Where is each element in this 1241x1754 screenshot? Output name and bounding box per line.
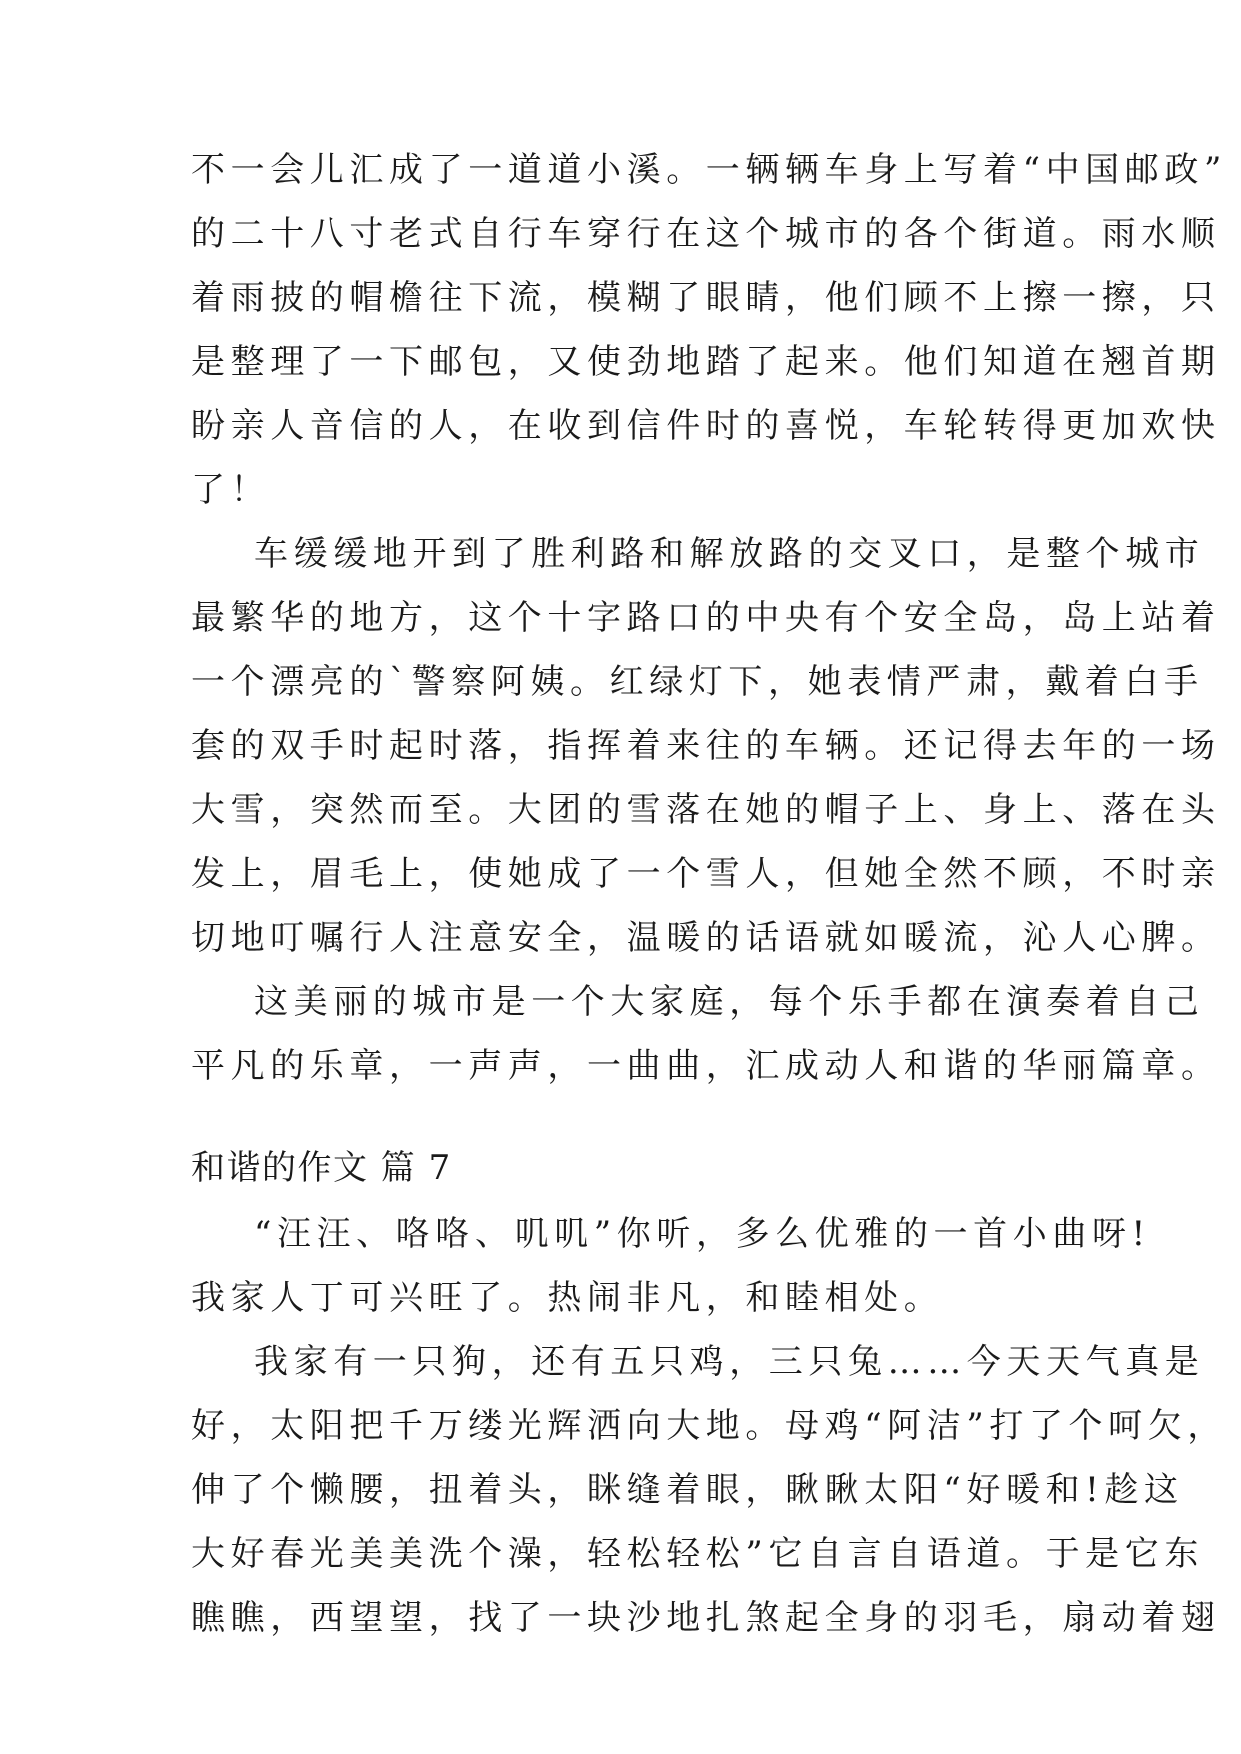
text-line: 大好春光美美洗个澡，轻松轻松”它自言自语道。于是它东 (191, 1534, 1204, 1574)
text-line: 我家有一只狗，还有五只鸡，三只兔……今天天气真是 (254, 1342, 1205, 1382)
section-heading: 和谐的作文 篇 7 (191, 1148, 452, 1188)
text-line: 不一会儿汇成了一道道小溪。一辆辆车身上写着“中国邮政” (191, 150, 1227, 190)
text-line: 平凡的乐章，一声声，一曲曲，汇成动人和谐的华丽篇章。 (191, 1046, 1221, 1086)
text-line: 了！ (191, 470, 271, 510)
text-line: 我家人丁可兴旺了。热闹非凡，和睦相处。 (191, 1278, 944, 1318)
text-line: 这美丽的城市是一个大家庭，每个乐手都在演奏着自己 (254, 982, 1205, 1022)
text-line: 是整理了一下邮包，又使劲地踏了起来。他们知道在翘首期 (191, 342, 1221, 382)
text-line: 最繁华的地方，这个十字路口的中央有个安全岛，岛上站着 (191, 598, 1221, 638)
text-line: 的二十八寸老式自行车穿行在这个城市的各个街道。雨水顺 (191, 214, 1221, 254)
text-line: 套的双手时起时落，指挥着来往的车辆。还记得去年的一场 (191, 726, 1221, 766)
text-line: 盼亲人音信的人，在收到信件时的喜悦，车轮转得更加欢快 (191, 406, 1221, 446)
text-line: 切地叮嘱行人注意安全，温暖的话语就如暖流，沁人心脾。 (191, 918, 1221, 958)
text-line: 瞧瞧，西望望，找了一块沙地扎煞起全身的羽毛，扇动着翅 (191, 1598, 1221, 1638)
text-line: 车缓缓地开到了胜利路和解放路的交叉口，是整个城市 (254, 534, 1205, 574)
text-line: 着雨披的帽檐往下流，模糊了眼睛，他们顾不上擦一擦，只 (191, 278, 1221, 318)
text-line: 大雪，突然而至。大团的雪落在她的帽子上、身上、落在头 (191, 790, 1221, 830)
text-line: 好，太阳把千万缕光辉洒向大地。母鸡“阿洁”打了个呵欠， (191, 1406, 1227, 1446)
text-line: 发上，眉毛上，使她成了一个雪人，但她全然不顾，不时亲 (191, 854, 1221, 894)
text-line: 伸了个懒腰，扭着头，眯缝着眼，瞅瞅太阳“好暖和!趁这 (191, 1470, 1184, 1510)
text-line: 一个漂亮的`警察阿姨。红绿灯下，她表情严肃，戴着白手 (191, 662, 1204, 702)
text-line: “汪汪、咯咯、叽叽”你听，多么优雅的一首小曲呀! (254, 1214, 1151, 1254)
